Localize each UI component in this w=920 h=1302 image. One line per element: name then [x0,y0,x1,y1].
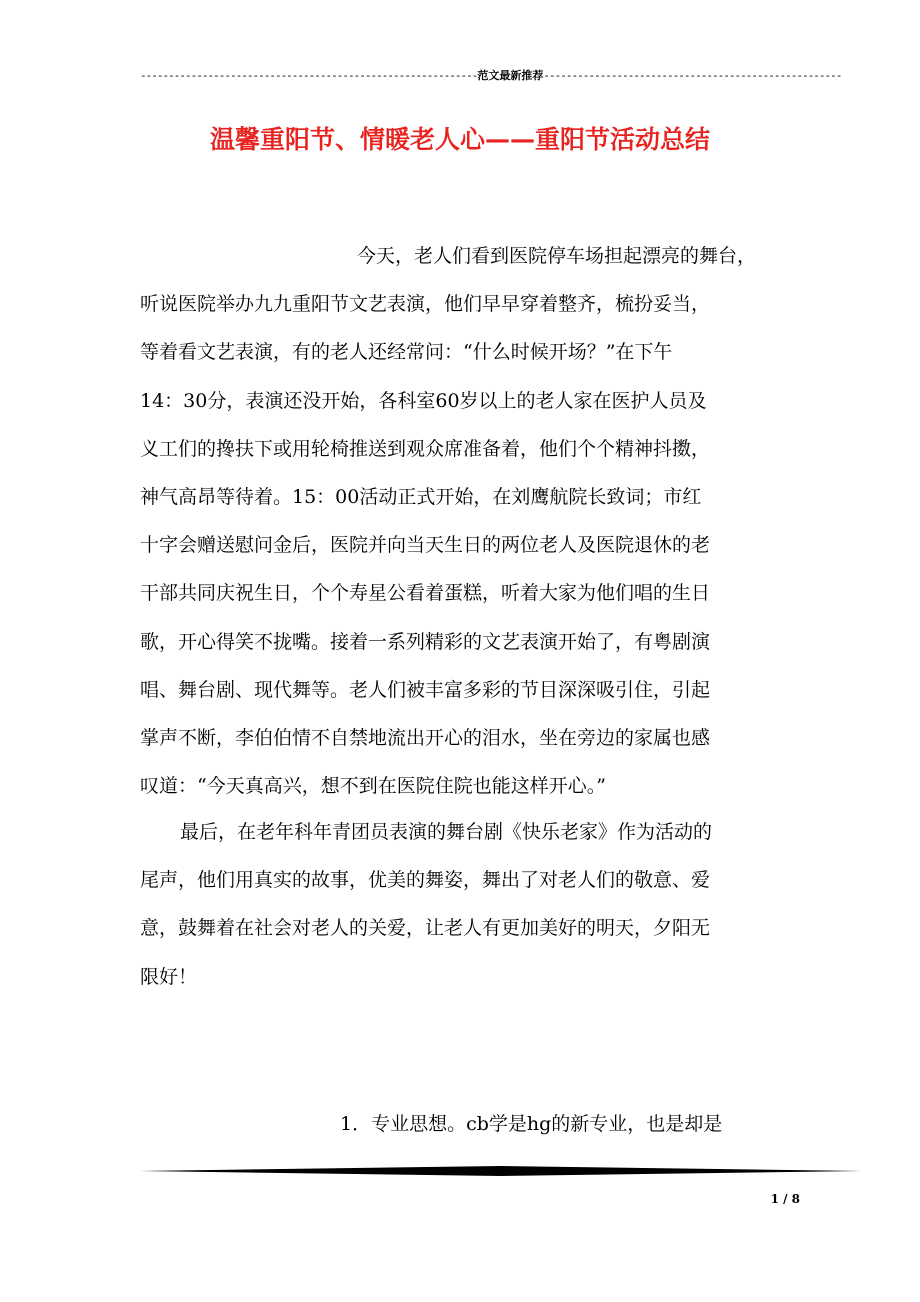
paragraph-line: 十字会赠送慰问金后，医院并向当天生日的两位老人及医院退休的老 [140,534,711,557]
header-dashes-right: ----------------------------------------------------- [543,69,842,82]
paragraph-line: 等着看文艺表演，有的老人还经常问：“什么时候开场？”在下午 [140,341,673,364]
numbered-item-line: 1．专业思想。cb学是hg的新专业，也是却是 [340,1113,723,1135]
paragraph-line: 神气高昂等待着。15：00活动正式开始，在刘鹰航院长致词；市红 [140,485,702,508]
footer-divider [140,1164,862,1178]
numbered-item [140,1100,790,1148]
paragraph-line: 唱、舞台剧、现代舞等。老人们被丰富多彩的节目深深吸引住，引起 [140,678,711,701]
paragraph-line: 意，鼓舞着在社会对老人的关爱，让老人有更加美好的明天，夕阳无 [140,917,711,940]
paragraph-line: 歌，开心得笑不拢嘴。接着一系列精彩的文艺表演开始了，有粤剧演 [140,630,711,653]
page-header [140,68,842,84]
header-label: 范文最新推荐 [477,69,544,82]
paragraph-line: 最后，在老年科年青团员表演的舞台剧《快乐老家》作为活动的 [180,821,713,843]
paragraph-1 [140,232,790,810]
paragraph-line: 尾声，他们用真实的故事，优美的舞姿，舞出了对老人们的敬意、爱 [140,869,711,892]
paragraph-line: 今天，老人们看到医院停车场担起漂亮的舞台， [357,245,757,267]
page-number: 1 / 8 [770,1192,800,1206]
paragraph-line: 14：30分，表演还没开始，各科室60岁以上的老人家在医护人员及 [140,389,707,412]
header-dashes-left: ------------------------------------------------------------ [140,69,478,82]
paragraph-line: 掌声不断，李伯伯情不自禁地流出开心的泪水，坐在旁边的家属也感 [140,726,711,749]
paragraph-line: 听说医院举办九九重阳节文艺表演，他们早早穿着整齐，梳扮妥当， [140,293,711,316]
paragraph-2 [140,808,790,1001]
paragraph-line: 义工们的搀扶下或用轮椅推送到观众席准备着，他们个个精神抖擞， [140,437,711,460]
paragraph-line: 限好！ [140,965,198,988]
document-title: 温馨重阳节、情暖老人心——重阳节活动总结 [209,125,710,154]
paragraph-line: 干部共同庆祝生日，个个寿星公看着蛋糕，听着大家为他们唱的生日 [140,582,711,605]
paragraph-line: 叹道：“今天真高兴，想不到在医院住院也能这样开心。” [140,775,606,798]
